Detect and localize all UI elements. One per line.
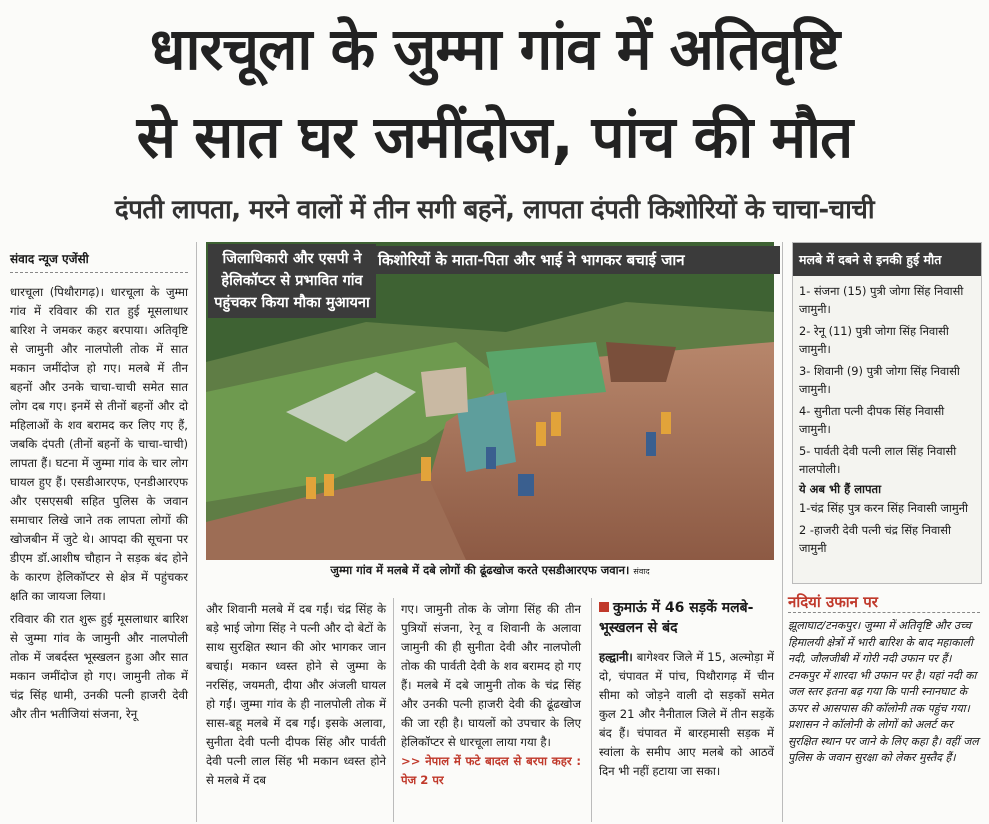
kumaon-text: बागेश्वर जिले में 15, अल्मोड़ा में दो, चंपावत में पांच, पिथौरागढ़ में चीन सीमा को जोड़ने वाली दो सड़कों समेत कुल 21 और नैनीताल जिले में तीन सड़कें बंद हैं। चंपावत में बारहमासी सड़क में स्वांला के समीप आए मलबे को आठवें दिन भी नहीं हटाया जा सका। (599, 650, 774, 778)
deceased-item: 2- रेनू (11) पुत्री जोगा सिंह निवासी जामुनी। (799, 324, 949, 356)
article-paragraph-1: धारचूला (पिथौरागढ़)। धारचूला के जुम्मा गांव में रविवार की रात हुई मूसलाधार बारिश ने जमकर कहर बरपाया। अतिवृष्टि से जामुनी और नालपोली तोक में सात मकान जमींदोज हो गए। मलबे में तीन बहनों और उनके चाचा-चाची समेत सात लोग दब गए। इनमें से तीनों बहनों और दो महिलाओं के शव बरामद कर लिए गए हैं, जबकि दंपती (तीनों बहनों के चाचा-चाची) लापता हैं। घटना में जुम्मा गांव के चार लोग घायल हुए हैं। एसडीआरएफ, एनडीआरएफ और एसएसबी सहित पुलिस के जवान समाचार लिखे जाने तक लापता लोगों की खोजबीन में जुटे थे। आपदा की सूचना पर डीएम डॉ.आशीष चौहान ने सड़क बंद होने के कारण हेलिकॉप्टर से क्षेत्र में पहुंचकर क्षति का जायजा लिया। (10, 285, 188, 603)
casualty-list-title: मलबे में दबने से इनकी हुई मौत (793, 243, 981, 276)
photo-caption-bottom (206, 563, 774, 578)
bullet-square-icon (599, 602, 609, 612)
kumaon-roads-article (599, 648, 774, 781)
missing-list (793, 499, 981, 557)
headline-line-1: धारचूला के जुम्मा गांव में अतिवृष्टि (149, 15, 840, 83)
column-divider (393, 598, 394, 822)
headline-line-2: से सात घर जमींदोज, पांच की मौत (136, 103, 853, 171)
article-paragraph-3: और शिवानी मलबे में दब गईं। चंद्र सिंह के बड़े भाई जोगा सिंह ने पत्नी और दो बेटों के साथ सुरक्षित स्थान की ओर भागकर जान बचाई। मकान ध्वस्त होने से जुम्मा के नरसिंह, जयमती, दीया और अंजली घायल हो गईं। जुम्मा गांव के ही नालपोली तोक में सास-बहू मलबे में दब गईं। इसके अलावा, सुनीता देवी पत्नी दीपक सिंह और पार्वती देवी पत्नी लाल सिंह भी मकान ध्वस्त होने से मलबे में दब (206, 602, 386, 787)
rivers-divider (788, 612, 980, 613)
article-column-2 (206, 600, 386, 790)
byline-divider (10, 272, 188, 273)
article-paragraph-4: गए। जामुनी तोक के जोगा सिंह की तीन पुत्रियों संजना, रेनू व शिवानी के अलावा जामुनी की ही सुनीता देवी और नालपोली तोक की पार्वती देवी के शव बरामद हो गए हैं। मलबे में दबे जामुनी तोक के चंद्र सिंह और उनकी पत्नी हाजरी देवी की ढूंढखोज की जा रही है। घायलों को उपचार के लिए हेलिकॉप्टर से धारचूला लाया गया है। (401, 602, 581, 749)
casualty-list-box (792, 242, 982, 584)
column-divider (782, 242, 783, 822)
deceased-list (793, 282, 981, 478)
column-divider (591, 598, 592, 822)
rivers-heading: नदियां उफान पर (788, 593, 878, 611)
deceased-item: 5- पार्वती देवी पत्नी लाल सिंह निवासी नालपोली। (799, 444, 957, 476)
missing-item: 2 -हाजरी देवी पत्नी चंद्र सिंह निवासी जामुनी (799, 523, 951, 555)
article-column-3 (401, 600, 581, 790)
subheadline: दंपती लापता, मरने वालों में तीन सगी बहनें, लापता दंपती किशोरियों के चाचा-चाची (114, 195, 875, 225)
photo-caption-officials: जिलाधिकारी और एसपी ने हेलिकॉप्टर से प्रभावित गांव पहुंचकर किया मौका मुआयना (208, 244, 376, 318)
article-paragraph-2: रविवार की रात शुरू हुई मूसलाधार बारिश से जुम्मा गांव के जामुनी और नालपोली तोक में जबर्दस्त भूस्खलन हुआ और सात मकान जमींदोज हो गए। जामुनी तोक में चंद्र सिंह धामी, उनकी पत्नी हाजरी देवी और तीन भतीजियां संजना, रेनू (10, 612, 188, 721)
article-column-1 (10, 283, 188, 724)
continued-link[interactable]: >> नेपाल में फटे बादल से बरपा कहर : पेज 2 पर (401, 754, 581, 787)
deceased-item: 3- शिवानी (9) पुत्री जोगा सिंह निवासी जामुनी। (799, 364, 960, 396)
deceased-item: 4- सुनीता पत्नी दीपक सिंह निवासी जामुनी। (799, 404, 945, 436)
missing-list-title: ये अब भी हैं लापता (799, 482, 882, 496)
byline: संवाद न्यूज एजेंसी (10, 252, 89, 266)
deceased-item: 1- संजना (15) पुत्री जोगा सिंह निवासी जामुनी। (799, 284, 964, 316)
column-divider (196, 242, 197, 822)
kumaon-roads-heading (599, 598, 777, 638)
photo-caption-text: जुम्मा गांव में मलबे में दबे लोगों की ढूंढखोज करते एसडीआरएफ जवान। (330, 563, 630, 577)
missing-item: 1-चंद्र सिंह पुत्र करन सिंह निवासी जामुनी (799, 501, 968, 515)
photo-caption-family: किशोरियों के माता-पिता और भाई ने भागकर बचाई जान (374, 246, 780, 274)
rivers-article: झूलाघाट/टनकपुर। जुम्मा में अतिवृष्टि और उच्च हिमालयी क्षेत्रों में भारी बारिश के बाद महाकाली नदी, जौलजीबी में गोरी नदी उफान पर हैं। टनकपुर में शारदा भी उफान पर है। यहां नदी का जल स्तर इतना बढ़ गया कि पानी स्नानघाट के ऊपर से आसपास की कॉलोनी तक पहुंच गया। प्रशासन ने कॉलोनी के लोगों को अलर्ट कर सुरक्षित स्थान पर जाने के लिए कहा है। वहीं जल पुलिस के जवान सुरक्षा को लेकर मुस्तैद हैं। (788, 619, 979, 764)
kumaon-dateline: हल्द्वानी। (599, 650, 633, 664)
kumaon-heading-text: कुमाऊं में 46 सड़कें मलबे-भूस्खलन से बंद (599, 600, 754, 636)
photo-credit: संवाद (633, 567, 650, 576)
